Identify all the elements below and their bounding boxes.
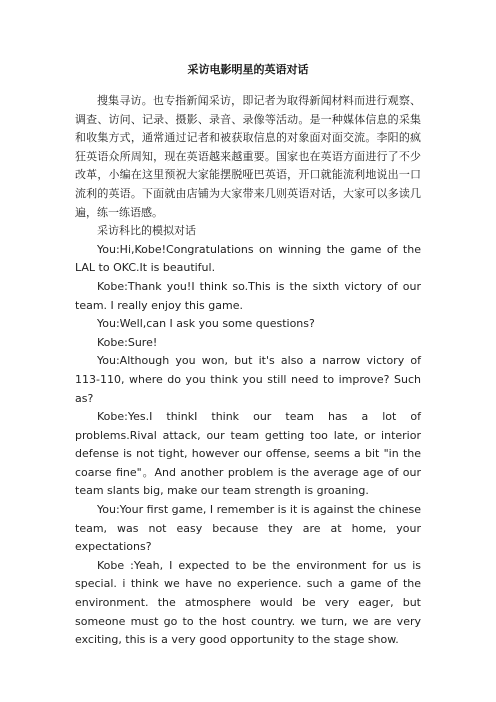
dialogue-line: You:Your first game, I remember is it is against the chinese team, was not easy because they are at home, your expectations?	[75, 503, 421, 554]
dialogue-line: You:Although you won, but it's also a narrow victory of 113-110, where do you think you still need to improve? Such as?	[75, 354, 421, 405]
document-title: 采访电影明星的英语对话	[187, 63, 309, 76]
document-page	[75, 62, 421, 650]
dialogue-line: You:Well,can I ask you some questions?	[97, 317, 315, 331]
section-heading: 采访科比的模拟对话	[97, 224, 196, 238]
dialogue-line: Kobe:Thank you!I think so.This is the sixth victory of our team. I really enjoy this game.	[75, 279, 421, 312]
dialogue-line: Kobe :Yeah, I expected to be the environment for us is special. i think we have no experience. such a game of the environment. the atmosphere would be very eager, but someone must go to the host country. we turn, we are very exciting, this is a very good opportunity to the stage show.	[75, 558, 421, 647]
dialogue-line: Kobe:Yes.I thinkI think our team has a lot of problems.Rival attack, our team getting too late, or interior defense is not tight, however our offense, seems a bit "in the coarse fine"。And another problem is the average age of our team slants big, make our team strength is groaning.	[75, 410, 421, 498]
dialogue-line: Kobe:Sure!	[97, 335, 158, 349]
intro-paragraph: 搜集寻访。也专指新闻采访，即记者为取得新闻材料而进行观察、调查、访问、记录、摄影、录音、录像等活动。是一种媒体信息的采集和收集方式，通常通过记者和被获取信息的对象面对面交流。李阳的疯狂英语众所周知，现在英语越来越重要。国家也在英语方面进行了不少改革，小编在这里预祝大家能摆脱哑巴英语，开口就能流利地说出一口流利的英语。下面就由店铺为大家带来几则英语对话，大家可以多读几遍，练一练语感。	[75, 94, 421, 219]
dialogue-line: You:Hi,Kobe!Congratulations on winning the game of the LAL to OKC.It is beautiful.	[75, 242, 421, 275]
